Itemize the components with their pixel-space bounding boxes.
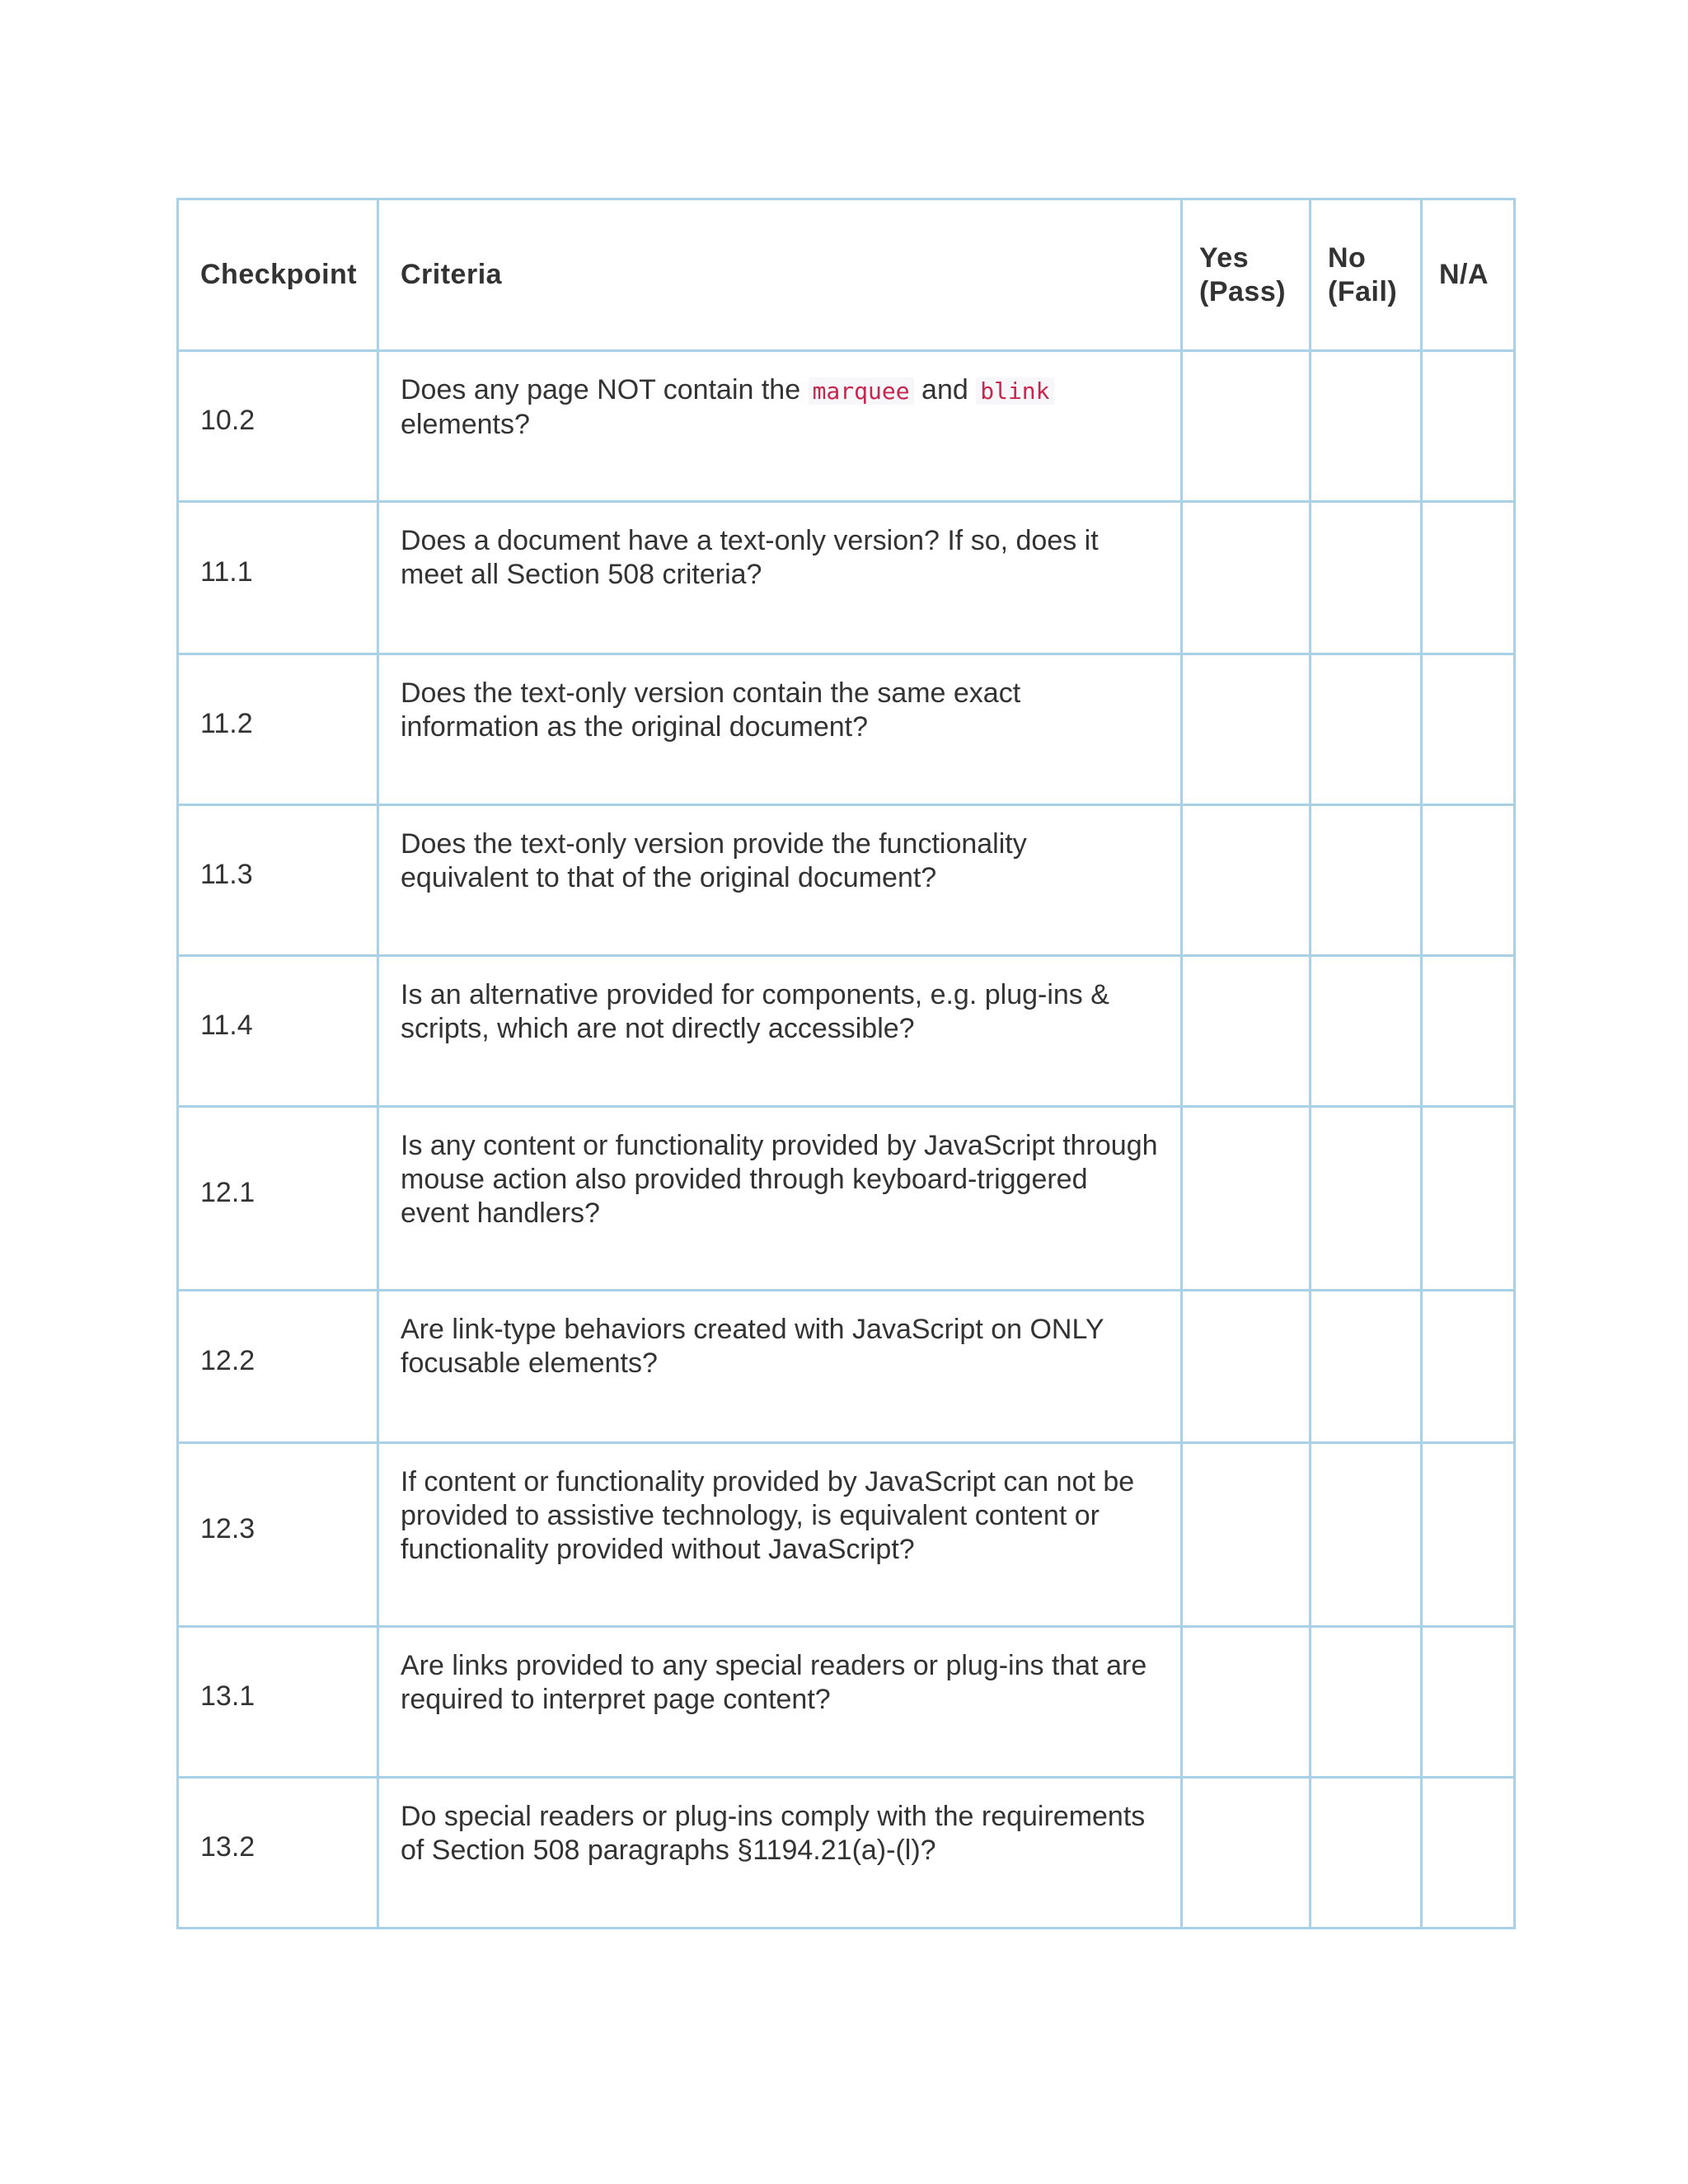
table-header-row [178, 199, 1515, 351]
na-cell[interactable] [1422, 956, 1515, 1107]
na-cell[interactable] [1422, 654, 1515, 805]
no-fail-cell[interactable] [1311, 351, 1422, 502]
na-cell[interactable] [1422, 1627, 1515, 1778]
table-row [178, 1107, 1515, 1291]
no-fail-cell[interactable] [1311, 1107, 1422, 1291]
criteria-text: elements? [401, 409, 530, 440]
table-row [178, 1627, 1515, 1778]
no-fail-cell[interactable] [1311, 805, 1422, 956]
no-fail-cell[interactable] [1311, 654, 1422, 805]
criteria-cell: Is an alternative provided for components, e.g. plug-ins & scripts, which are not directly accessible? [378, 956, 1182, 1107]
checkpoint-cell: 11.2 [178, 654, 378, 805]
criteria-cell: Does the text-only version provide the functionality equivalent to that of the original document? [378, 805, 1182, 956]
table-row [178, 956, 1515, 1107]
no-fail-cell[interactable] [1311, 502, 1422, 654]
no-fail-cell[interactable] [1311, 1778, 1422, 1929]
no-fail-cell[interactable] [1311, 956, 1422, 1107]
checkpoint-cell: 13.1 [178, 1627, 378, 1778]
yes-pass-cell[interactable] [1182, 1778, 1311, 1929]
criteria-cell: Are links provided to any special readers or plug-ins that are required to interpret page content? [378, 1627, 1182, 1778]
criteria-cell: Is any content or functionality provided by JavaScript through mouse action also provided through keyboard-triggered event handlers? [378, 1107, 1182, 1291]
na-cell[interactable] [1422, 351, 1515, 502]
header-na: N/A [1422, 199, 1515, 351]
na-cell[interactable] [1422, 1443, 1515, 1627]
checkpoint-cell: 10.2 [178, 351, 378, 502]
table-row [178, 654, 1515, 805]
checkpoint-cell: 12.2 [178, 1291, 378, 1443]
table-row [178, 351, 1515, 502]
table-row [178, 1778, 1515, 1929]
criteria-cell: Do special readers or plug-ins comply with the requirements of Section 508 paragraphs §1194.21(a)-(l)? [378, 1778, 1182, 1929]
yes-pass-cell[interactable] [1182, 1107, 1311, 1291]
na-cell[interactable] [1422, 1107, 1515, 1291]
checkpoint-cell: 12.1 [178, 1107, 378, 1291]
code-marquee: marquee [809, 377, 914, 405]
na-cell[interactable] [1422, 805, 1515, 956]
yes-pass-cell[interactable] [1182, 502, 1311, 654]
table-row [178, 805, 1515, 956]
yes-pass-cell[interactable] [1182, 1291, 1311, 1443]
no-fail-cell[interactable] [1311, 1291, 1422, 1443]
checkpoint-cell: 11.1 [178, 502, 378, 654]
checkpoint-cell: 12.3 [178, 1443, 378, 1627]
yes-pass-cell[interactable] [1182, 654, 1311, 805]
checkpoint-cell: 11.4 [178, 956, 378, 1107]
table-row [178, 1291, 1515, 1443]
yes-pass-cell[interactable] [1182, 1443, 1311, 1627]
checkpoint-cell: 13.2 [178, 1778, 378, 1929]
yes-pass-cell[interactable] [1182, 956, 1311, 1107]
checklist-table [176, 198, 1516, 1929]
header-yes-pass: Yes (Pass) [1182, 199, 1311, 351]
criteria-cell: Are link-type behaviors created with JavaScript on ONLY focusable elements? [378, 1291, 1182, 1443]
criteria-text: and [921, 374, 968, 405]
header-criteria: Criteria [378, 199, 1182, 351]
header-no-fail: No (Fail) [1311, 199, 1422, 351]
na-cell[interactable] [1422, 1291, 1515, 1443]
yes-pass-cell[interactable] [1182, 805, 1311, 956]
no-fail-cell[interactable] [1311, 1443, 1422, 1627]
criteria-cell [378, 351, 1182, 502]
checkpoint-cell: 11.3 [178, 805, 378, 956]
na-cell[interactable] [1422, 1778, 1515, 1929]
criteria-cell: Does the text-only version contain the same exact information as the original document? [378, 654, 1182, 805]
code-blink: blink [976, 377, 1053, 405]
table-row [178, 1443, 1515, 1627]
na-cell[interactable] [1422, 502, 1515, 654]
header-checkpoint: Checkpoint [178, 199, 378, 351]
yes-pass-cell[interactable] [1182, 1627, 1311, 1778]
criteria-text: Does any page NOT contain the [401, 374, 801, 405]
criteria-cell: If content or functionality provided by JavaScript can not be provided to assistive technology, is equivalent content or functionality provided without JavaScript? [378, 1443, 1182, 1627]
criteria-cell: Does a document have a text-only version? If so, does it meet all Section 508 criteria? [378, 502, 1182, 654]
yes-pass-cell[interactable] [1182, 351, 1311, 502]
no-fail-cell[interactable] [1311, 1627, 1422, 1778]
table-row [178, 502, 1515, 654]
